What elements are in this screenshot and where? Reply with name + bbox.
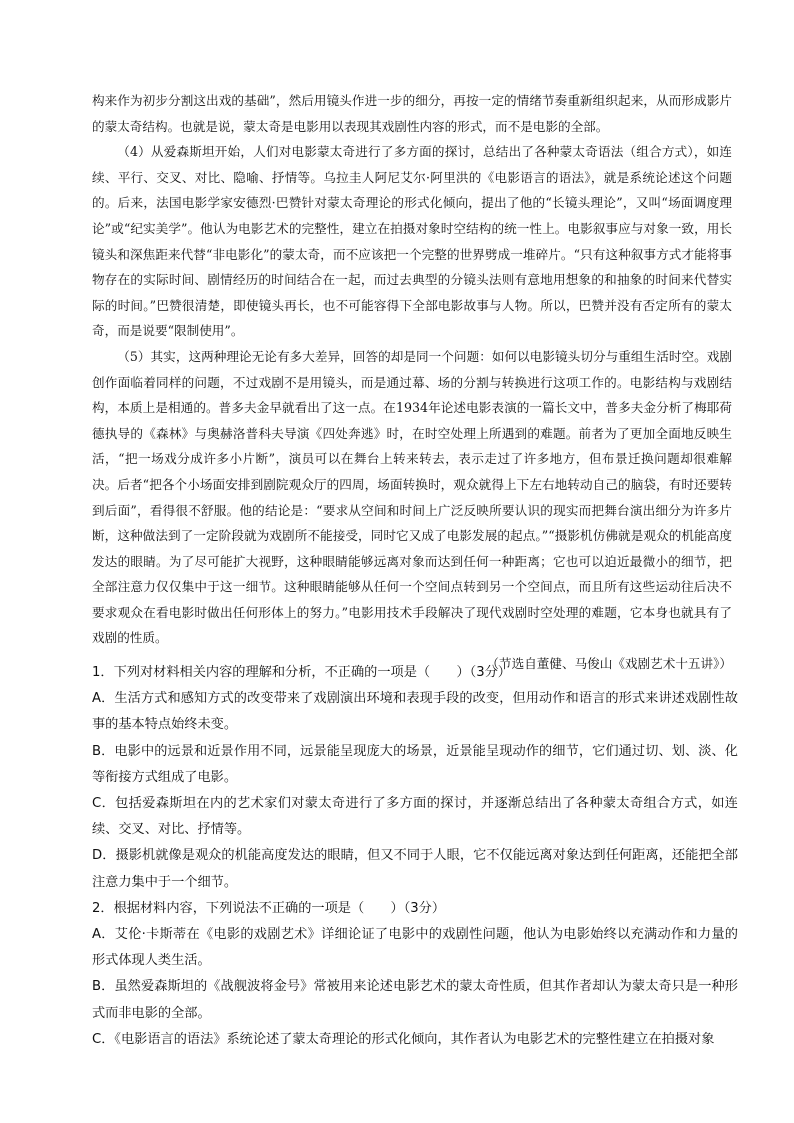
question-2-stem: 2．根据材料内容，下列说法不正确的一项是（ ）（3分）	[92, 900, 446, 916]
question-1-option-c: C．包括爱森斯坦在内的艺术家们对蒙太奇进行了多方面的探讨，并逐渐总结出了各种蒙太奇组合方式，如连续、交叉、对比、抒情等。	[92, 796, 738, 838]
question-1-option-d: D．摄影机就像是观众的机能高度发达的眼睛，但又不同于人眼，它不仅能远离对象达到任何距离，还能把全部注意力集中于一个细节。	[92, 848, 738, 890]
passage-paragraph-4: （4）从爱森斯坦开始，人们对电影蒙太奇进行了多方面的探讨，总结出了各种蒙太奇语法（组合方式），如连续、平行、交叉、对比、隐喻、抒情等。乌拉圭人阿尼艾尔·阿里洪的《电影语言的语法》，就是系统论述这个问题的。后来，法国电影学家安德烈·巴赞针对蒙太奇理论的形式化倾向，提出了他的“长镜头理论”，又叫“场面调度理论”或“纪实美学”。他认为电影艺术的完整性，建立在拍摄对象时空结构的统一性上。电影叙事应与对象一致，用长镜头和深焦距来代替“非电影化”的蒙太奇，而不应该把一个完整的世界劈成一堆碎片。“只有这种叙事方式才能将事物存在的实际时间、剧情经历的时间结合在一起，而过去典型的分镜头法则有意地用想象的和抽象的时间来代替实际的时间。”巴赞很清楚，即使镜头再长，也不可能容得下全部电影故事与人物。所以，巴赞并没有否定所有的蒙太奇，而是说要“限制使用”。	[92, 144, 732, 339]
question-2-option-a: A．艾伦·卡斯蒂在《电影的戏剧艺术》详细论证了电影中的戏剧性问题，他认为电影始终以充满动作和力量的形式体现人类生活。	[92, 927, 738, 969]
passage-paragraph-5: （5）其实，这两种理论无论有多大差异，回答的却是同一个问题：如何以电影镜头切分与重组生活时空。戏剧创作面临着同样的问题，不过戏剧不是用镜头，而是通过幕、场的分割与转换进行这项工作的。电影结构与戏剧结构，本质上是相通的。普多夫金早就看出了这一点。在1934年论述电影表演的一篇长文中，普多夫金分析了梅耶荷德执导的《森林》与奥赫洛普科夫导演《四处奔逃》时，在时空处理上所遇到的难题。前者为了更加全面地反映生活，“把一场戏分成许多小片断”，演员可以在舞台上转来转去，表示走过了许多地方，但布景迁换问题却很难解决。后者“把各个小场面安排到剧院观众厅的四周，场面转换时，观众就得上下左右地转动自己的脑袋，有时还要转到后面”，看得很不舒服。他的结论是：“要求从空间和时间上广泛反映所要认识的现实而把舞台演出细分为许多片断，这种做法到了一定阶段就为戏剧所不能接受，同时它又成了电影发展的起点。”“摄影机仿佛就是观众的机能高度发达的眼睛。为了尽可能扩大视野，这种眼睛能够远离对象而达到任何一种距离；它也可以迫近最微小的细节，把全部注意力仅仅集中于这一细节。这种眼睛能够从任何一个空间点转到另一个空间点，而且所有这些运动往后决不要求观众在看电影时做出任何形体上的努力。”电影用技术手段解决了现代戏剧时空处理的难题，它本身也就具有了戏剧的性质。	[92, 348, 732, 646]
passage-source: （节选自董健、马俊山《戏剧艺术十五讲》）	[486, 656, 732, 672]
question-1-stem: 1．下列对材料相关内容的理解和分析，不正确的一项是（ ）（3分）	[92, 665, 511, 680]
question-2-option-c: C．《电影语言的语法》系统论述了蒙太奇理论的形式化倾向，其作者认为电影艺术的完整性建立在拍摄对象	[92, 1031, 715, 1047]
question-2-option-b: B．虽然爱森斯坦的《战舰波将金号》常被用来论述电影艺术的蒙太奇性质，但其作者却认为蒙太奇只是一种形式而非电影的全部。	[92, 979, 738, 1021]
question-section	[92, 660, 738, 1053]
passage-paragraph-continuation: 构来作为初步分割这出戏的基础”，然后用镜头作进一步的细分，再按一定的情绪节奏重新组织起来，从而形成影片的蒙太奇结构。也就是说，蒙太奇是电影用以表现其戏剧性内容的形式，而不是电影的全部。	[92, 93, 732, 134]
reading-passage	[92, 88, 732, 677]
question-1-option-a: A．生活方式和感知方式的改变带来了戏剧演出环境和表现手段的改变，但用动作和语言的形式来讲述戏剧性故事的基本特点始终未变。	[92, 691, 738, 733]
question-1-option-b: B．电影中的远景和近景作用不同，远景能呈现庞大的场景，近景能呈现动作的细节，它们通过切、划、淡、化等衔接方式组成了电影。	[92, 743, 738, 785]
